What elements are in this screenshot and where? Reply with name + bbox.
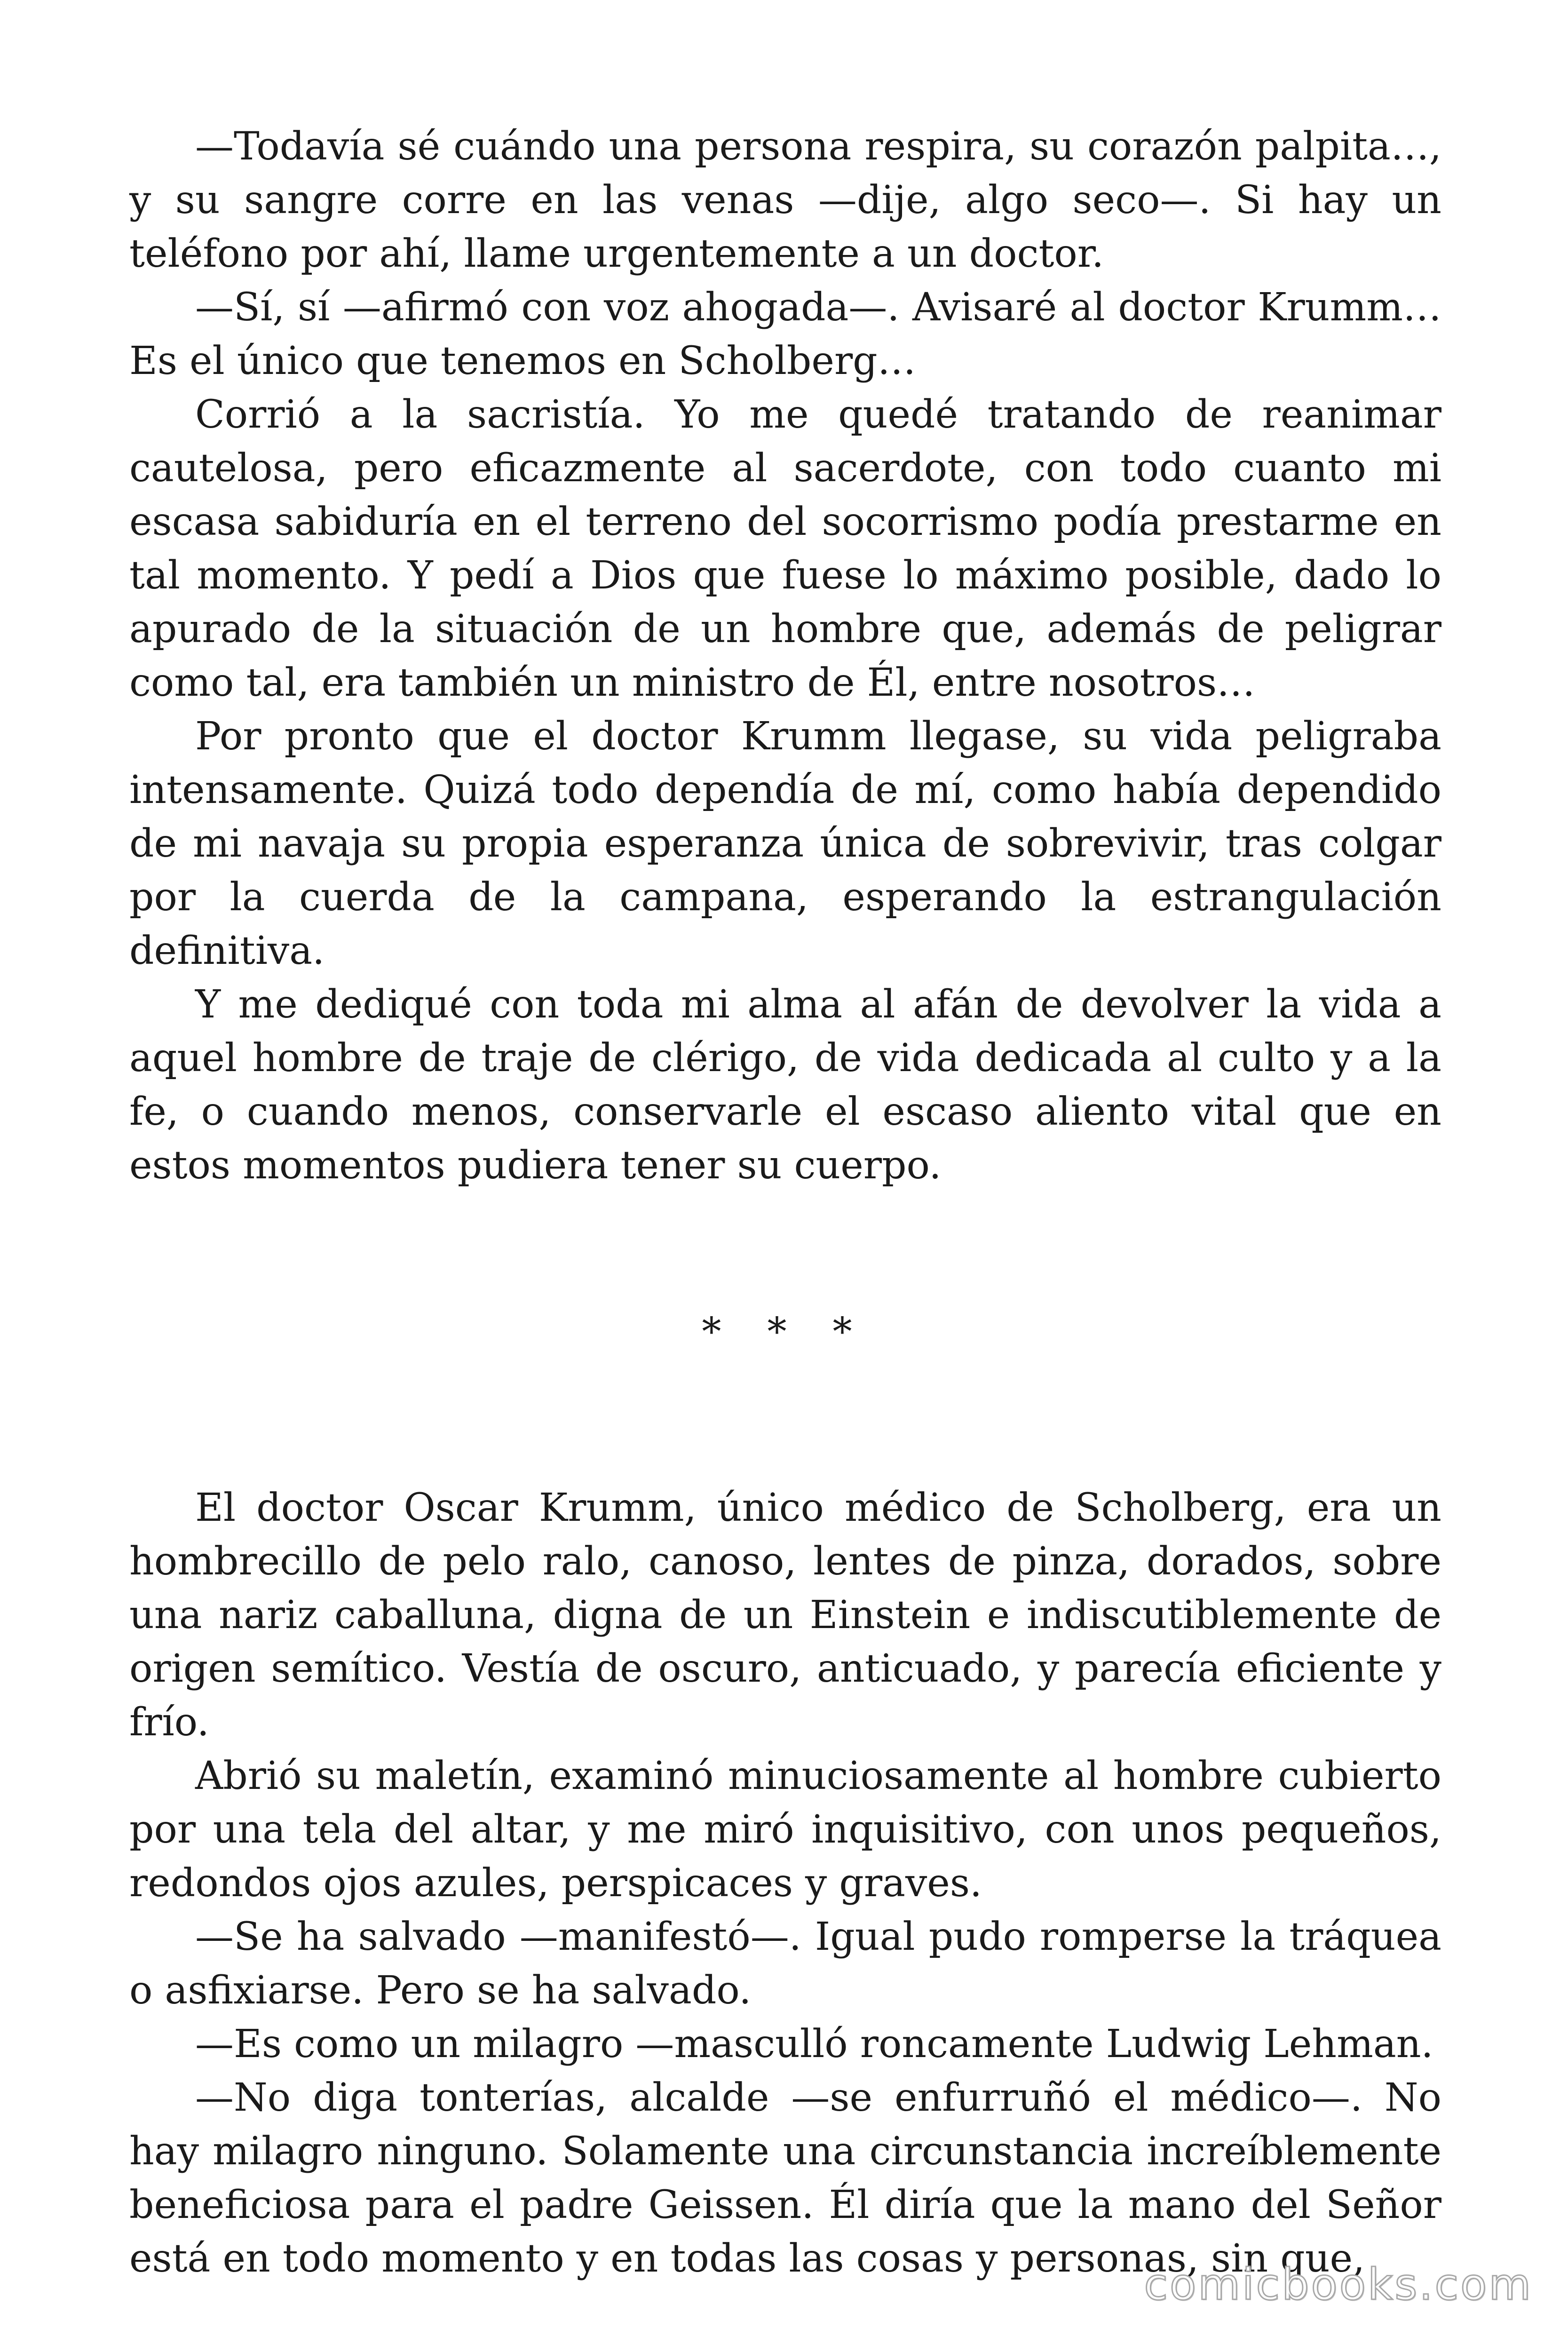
watermark: comicbooks.com [1144, 2259, 1533, 2310]
paragraph: —Todavía sé cuándo una persona respira, su corazón palpita…, y su sangre corre en las venas —dije, algo seco—. Si hay un teléfono por ahí, llame urgentemente a un doctor. [129, 124, 1441, 276]
paragraph: —Sí, sí —afirmó con voz ahogada—. Avisaré al doctor Krumm… Es el único que tenemos en Scholberg… [129, 285, 1441, 383]
section-separator: * * * [702, 1310, 869, 1354]
paragraph: Y me dediqué con toda mi alma al afán de devolver la vida a aquel hombre de traje de clérigo, de vida dedicada al culto y a la fe, o cuando menos, conservarle el escaso aliento vital que en estos momentos pudiera tener su cuerpo. [129, 982, 1441, 1188]
paragraph: —Es como un milagro —masculló roncamente Ludwig Lehman. [195, 2022, 1433, 2066]
paragraph: Abrió su maletín, examinó minuciosamente al hombre cubierto por una tela del altar, y me miró inquisitivo, con unos pequeños, redondos ojos azules, perspicaces y graves. [129, 1754, 1441, 1906]
paragraph: El doctor Oscar Krumm, único médico de Scholberg, era un hombrecillo de pelo ralo, canoso, lentes de pinza, dorados, sobre una nariz caballuna, digna de un Einstein e indiscutiblemente de origen semítico. Vestía de oscuro, anticuado, y parecía eficiente y frío. [129, 1486, 1441, 1745]
section-after-break [129, 1481, 1441, 2286]
paragraph: Corrió a la sacristía. Yo me quedé tratando de reanimar cautelosa, pero eficazmente al sacerdote, con todo cuanto mi escasa sabiduría en el terreno del socorrismo podía prestarme en tal momento. Y pedí a Dios que fuese lo máximo posible, dado lo apurado de la situación de un hombre que, además de peligrar como tal, era también un ministro de Él, entre nosotros… [129, 392, 1441, 705]
paragraph: —Se ha salvado —manifestó—. Igual pudo romperse la tráquea o asfixiarse. Pero se ha salvado. [129, 1915, 1441, 2013]
paragraph: —No diga tonterías, alcalde —se enfurruñó el médico—. No hay milagro ninguno. Solamente una circunstancia increíblemente beneficiosa para el padre Geissen. Él diría que la mano del Señor está en todo momento y en todas las cosas y personas, sin que, [129, 2075, 1441, 2281]
page-content [129, 120, 1441, 2286]
paragraph: Por pronto que el doctor Krumm llegase, su vida peligraba intensamente. Quizá todo dependía de mí, como había dependido de mi navaja su propia esperanza única de sobrevivir, tras colgar por la cuerda de la campana, esperando la estrangulación definitiva. [129, 714, 1441, 973]
section-before-break [129, 120, 1441, 1192]
